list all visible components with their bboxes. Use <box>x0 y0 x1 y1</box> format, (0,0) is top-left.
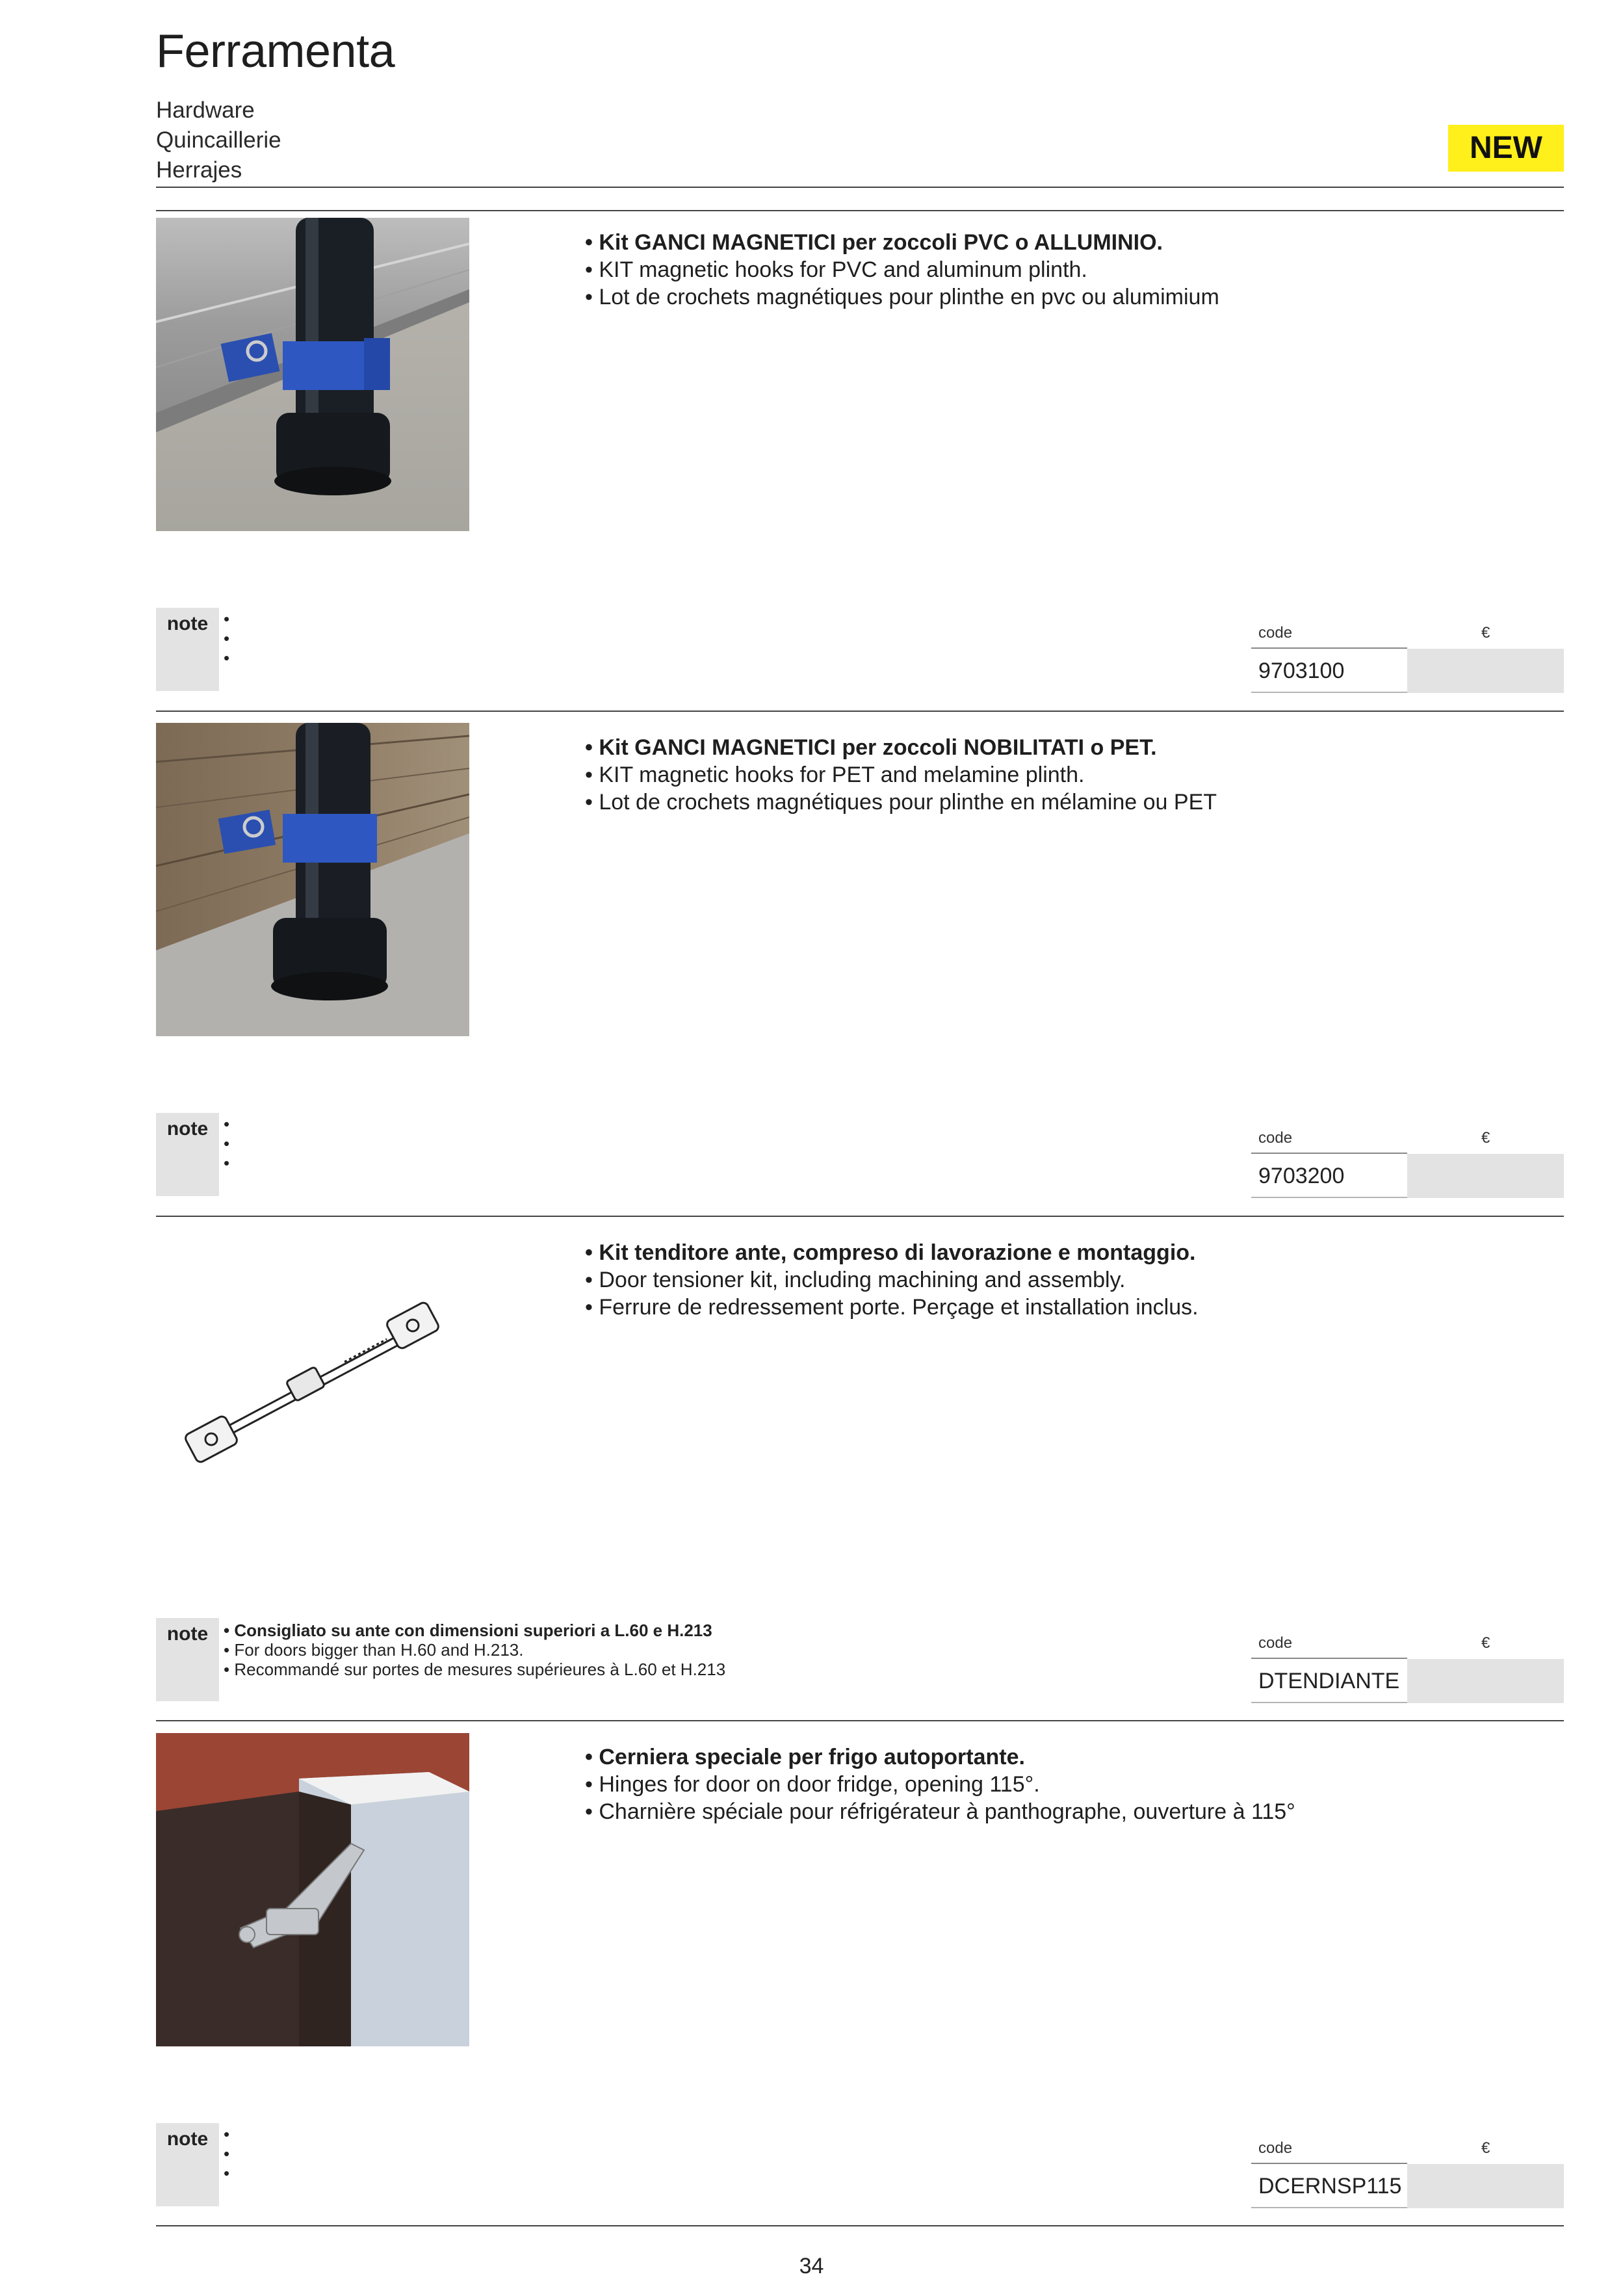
price-field <box>1407 2164 1564 2208</box>
code-label: code <box>1258 1634 1293 1652</box>
product-code: DTENDIANTE <box>1258 1669 1400 1693</box>
product-description <box>585 734 1217 816</box>
code-underline <box>1251 692 1407 693</box>
description-italian: • Kit GANCI MAGNETICI per zoccoli NOBILITATI o PET. <box>585 735 1157 760</box>
section-divider <box>156 1216 1564 1217</box>
note-list <box>224 1621 725 1679</box>
price-field <box>1407 1659 1564 1703</box>
price-field <box>1407 649 1564 693</box>
code-underline <box>1251 2207 1407 2208</box>
code-divider <box>1251 647 1407 649</box>
section-divider <box>156 210 1564 211</box>
code-label: code <box>1258 624 1293 642</box>
description-french: • Lot de crochets magnétiques pour plinthe en mélamine ou PET <box>585 790 1217 815</box>
note-label: note <box>156 2123 219 2206</box>
product-code: DCERNSP115 <box>1258 2174 1402 2198</box>
note-item: • <box>224 609 230 629</box>
note-list <box>224 1114 229 1173</box>
product-code: 9703200 <box>1258 1164 1345 1188</box>
product-photo-magnetic-hooks-melamine <box>156 723 469 1036</box>
price-label: € <box>1481 1129 1490 1147</box>
description-french: • Lot de crochets magnétiques pour plinthe en pvc ou alumimium <box>585 285 1219 309</box>
description-italian: • Kit tenditore ante, compreso di lavorazione e montaggio. <box>585 1240 1196 1265</box>
note-item: • <box>224 2124 230 2144</box>
description-english: • KIT magnetic hooks for PET and melamine plinth. <box>585 763 1085 787</box>
product-photo-magnetic-hooks-pvc <box>156 218 469 531</box>
section-divider <box>156 1720 1564 1721</box>
product-description <box>585 229 1219 311</box>
note-label: note <box>156 1618 219 1701</box>
page-title: Ferramenta <box>156 25 395 77</box>
product-description <box>585 1743 1295 1825</box>
code-divider <box>1251 1658 1407 1659</box>
code-divider <box>1251 2163 1407 2164</box>
description-italian: • Kit GANCI MAGNETICI per zoccoli PVC o ALLUMINIO. <box>585 230 1163 255</box>
code-underline <box>1251 1197 1407 1198</box>
note-item: • <box>224 2144 230 2163</box>
price-field <box>1407 1154 1564 1198</box>
price-label: € <box>1481 624 1490 642</box>
header-divider <box>156 187 1564 188</box>
product-photo-fridge-hinge <box>156 1733 469 2046</box>
subtitle-french: Quincaillerie <box>156 127 281 153</box>
section-divider <box>156 711 1564 712</box>
note-item: • Recommandé sur portes de mesures supérieures à L.60 et H.213 <box>224 1660 726 1679</box>
note-item: • Consigliato su ante con dimensioni superiori a L.60 e H.213 <box>224 1621 712 1640</box>
subtitle-spanish: Herrajes <box>156 157 242 183</box>
description-italian: • Cerniera speciale per frigo autoportante. <box>585 1745 1025 1769</box>
new-badge: NEW <box>1448 125 1564 172</box>
subtitle-english: Hardware <box>156 98 255 123</box>
product-code: 9703100 <box>1258 659 1345 683</box>
note-label: note <box>156 1113 219 1196</box>
description-french: • Charnière spéciale pour réfrigérateur à panthographe, ouverture à 115° <box>585 1799 1295 1824</box>
note-item: • <box>224 629 230 648</box>
description-french: • Ferrure de redressement porte. Perçage et installation inclus. <box>585 1295 1199 1320</box>
page-number: 34 <box>799 2254 824 2278</box>
note-list <box>224 609 229 668</box>
code-label: code <box>1258 2139 1293 2157</box>
product-description <box>585 1239 1199 1321</box>
note-list <box>224 2124 229 2183</box>
section-divider <box>156 2225 1564 2226</box>
note-item: • For doors bigger than H.60 and H.213. <box>224 1640 524 1660</box>
note-item: • <box>224 648 230 668</box>
note-item: • <box>224 1114 230 1134</box>
note-item: • <box>224 1153 230 1173</box>
description-english: • KIT magnetic hooks for PVC and aluminum plinth. <box>585 257 1087 282</box>
price-label: € <box>1481 1634 1490 1652</box>
description-english: • Door tensioner kit, including machining and assembly. <box>585 1268 1126 1292</box>
code-divider <box>1251 1153 1407 1154</box>
code-label: code <box>1258 1129 1293 1147</box>
note-item: • <box>224 1134 230 1153</box>
price-label: € <box>1481 2139 1490 2157</box>
code-underline <box>1251 1702 1407 1703</box>
note-item: • <box>224 2163 230 2183</box>
product-drawing-door-tensioner <box>156 1229 469 1542</box>
description-english: • Hinges for door on door fridge, opening 115°. <box>585 1772 1040 1797</box>
note-label: note <box>156 608 219 691</box>
